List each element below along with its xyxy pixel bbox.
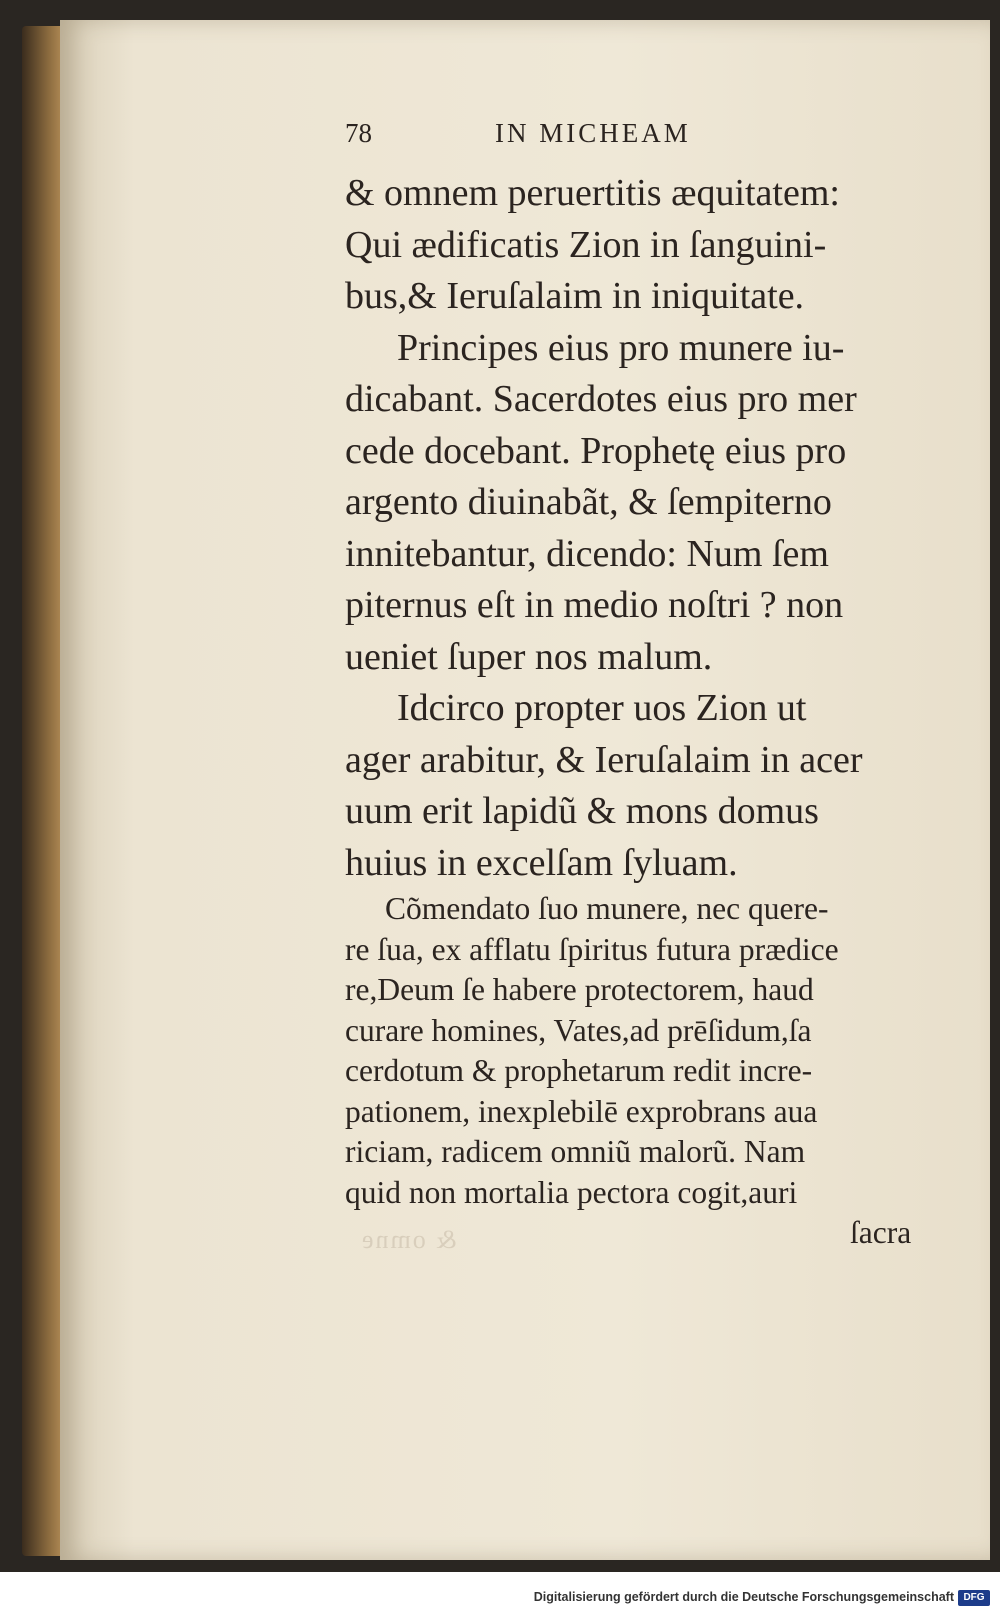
commentary-line: curare homines, Vates,ad prēſidum,ſa — [345, 1012, 812, 1048]
text-line: ueniet ſuper nos malum. — [345, 635, 713, 678]
footer-bar — [0, 1572, 1000, 1616]
text-line: Qui ædificatis Zion in ſanguini- — [345, 223, 827, 266]
main-text — [345, 168, 945, 889]
text-line: dicabant. Sacerdotes eius pro mer — [345, 378, 857, 420]
commentary-line: pationem, inexplebilē exprobrans aua — [345, 1093, 818, 1129]
page-number: 78 — [345, 118, 372, 148]
text-line: bus,& Ieruſalaim in iniquitate. — [345, 275, 805, 317]
catchword: ſacra — [850, 1215, 912, 1250]
text-line: argento diuinabãt, & ſempiterno — [345, 481, 832, 523]
funding-credit: Digitalisierung gefördert durch die Deutsche Forschungsgemeinschaft — [533, 1590, 954, 1604]
text-line: ager arabitur, & Ieruſalaim in acer — [345, 738, 863, 781]
commentary-line: cerdotum & prophetarum redit incre- — [345, 1053, 813, 1088]
page-header — [345, 118, 945, 168]
text-line: huius in excelſam ſyluam. — [345, 841, 738, 884]
text-line: innitebantur, dicendo: Num ſem — [345, 532, 829, 575]
dfg-logo: DFG — [958, 1590, 990, 1606]
bleed-through-text: & omne — [360, 1225, 457, 1254]
text-line: & omnem peruertitis æquitatem: — [345, 172, 840, 214]
commentary-line: riciam, radicem omniũ malorũ. Nam — [345, 1134, 806, 1169]
text-line: Idcirco propter uos Zion ut — [397, 687, 807, 729]
page-text-block — [345, 118, 945, 1254]
commentary-line: Cõmendato ſuo munere, nec quere- — [385, 891, 829, 926]
running-head: IN MICHEAM — [495, 118, 691, 148]
text-line: Principes eius pro munere iu- — [397, 326, 845, 369]
text-line: cede docebant. Prophetę eius pro — [345, 429, 847, 472]
commentary-line: re,Deum ſe habere protectorem, haud — [345, 972, 814, 1007]
commentary-line: quid non mortalia pectora cogit,auri — [345, 1174, 798, 1210]
text-line: uum erit lapidũ & mons domus — [345, 790, 819, 832]
text-line: piternus eſt in medio noſtri ? non — [345, 584, 844, 626]
commentary-line: re ſua, ex afflatu ſpiritus futura prædice — [345, 931, 839, 967]
commentary-text — [345, 889, 945, 1254]
